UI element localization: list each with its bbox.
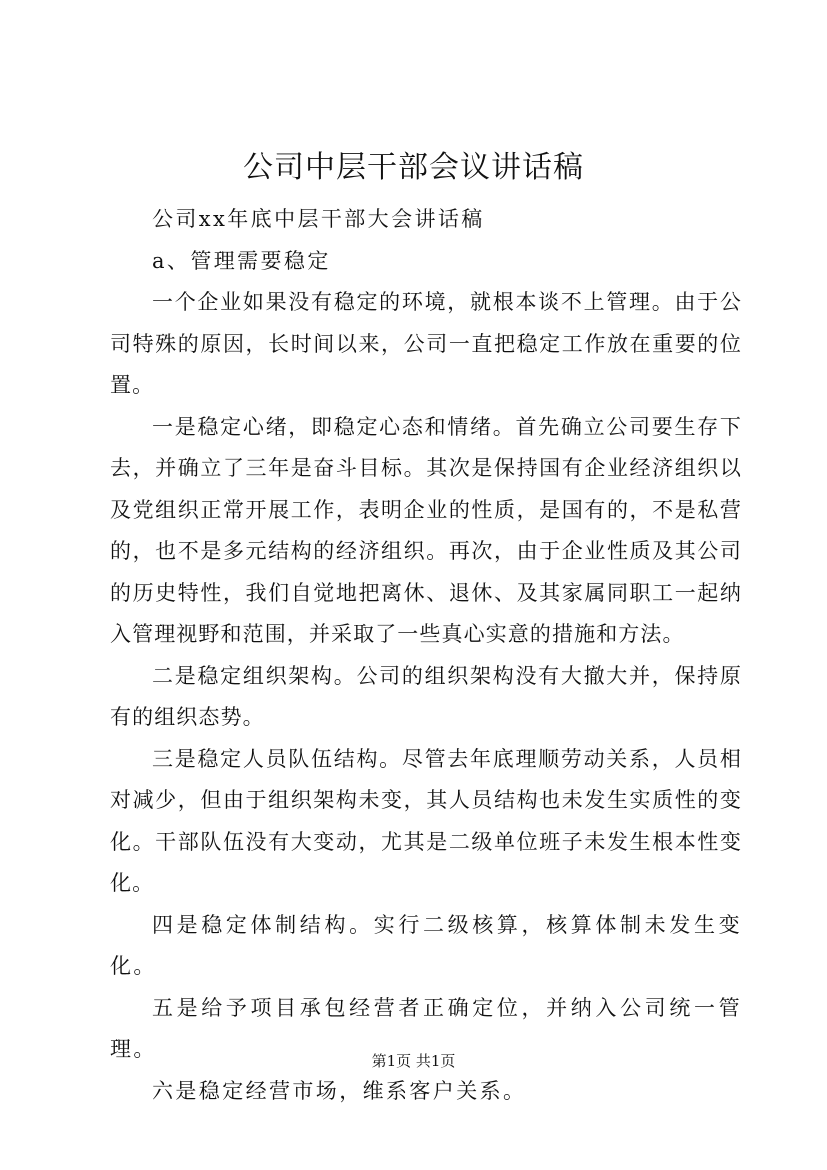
document-body [110,199,742,1112]
paragraph-point-six: 六是稳定经营市场，维系客户关系。 [152,1078,527,1103]
paragraph-point-one: 一是稳定心绪，即稳定心态和情绪。首先确立公司要生存下去，并确立了三年是奋斗目标。其次是保持国有企业经济组织以及党组织正常开展工作，表明企业的性质，是国有的，不是私营的，也不是多元结构的经济组织。再次，由于企业性质及其公司的历史特性，我们自觉地把离休、退休、及其家属同职工一起纳入管理视野和范围，并采取了一些真心实意的措施和方法。 [110,414,742,646]
paragraph-point-four: 四是稳定体制结构。实行二级核算，核算体制未发生变化。 [110,912,742,978]
page-number-footer: 第1页 共1页 [371,1052,456,1070]
paragraph-section-heading: a、管理需要稳定 [152,248,331,273]
document-title: 公司中层干部会议讲话稿 [243,150,584,185]
paragraph-intro: 一个企业如果没有稳定的环境，就根本谈不上管理。由于公司特殊的原因，长时间以来，公司一直把稳定工作放在重要的位置。 [110,290,742,397]
paragraph-point-five: 五是给予项目承包经营者正确定位，并纳入公司统一管理。 [110,995,742,1061]
paragraph-point-three: 三是稳定人员队伍结构。尽管去年底理顺劳动关系，人员相对减少，但由于组织架构未变，其人员结构也未发生实质性的变化。干部队伍没有大变动，尤其是二级单位班子未发生根本性变化。 [110,746,742,895]
paragraph-point-two: 二是稳定组织架构。公司的组织架构没有大撤大并，保持原有的组织态势。 [110,663,742,729]
paragraph-subtitle: 公司xx年底中层干部大会讲话稿 [152,207,485,231]
